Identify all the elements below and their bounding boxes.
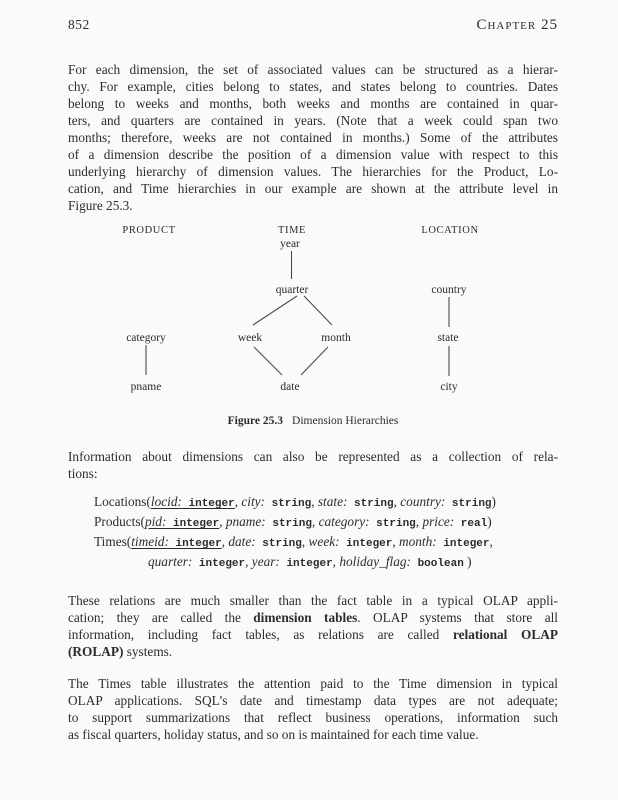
text-line: months; therefore, weeks are not contained in months.) Some of the attributes	[68, 130, 558, 145]
text-line: (ROLAP) systems.	[68, 644, 173, 659]
text-line: chy. For example, cities belong to states, and states belong to countries. Dates	[68, 79, 558, 94]
page-header	[68, 0, 558, 34]
diagram-node-category: category	[126, 332, 166, 344]
text-line: cation; they are called the dimension tables. OLAP systems that store all	[68, 610, 558, 625]
diagram-node-state: state	[437, 332, 459, 344]
relation-products: Products(pid: integer, pname: string, category: string, price: real)	[94, 514, 492, 530]
text-line: OLAP applications. SQL’s date and timestamp data types are not adequate;	[68, 693, 558, 708]
figure-caption	[68, 413, 558, 430]
text-line: belong to weeks and months, both weeks and months are contained in quar-	[68, 96, 558, 111]
text-line: ters, and quarters are contained in years. (Note that a week could span two	[68, 113, 558, 128]
relation-locations: Locations(locid: integer, city: string, state: string, country: string)	[94, 494, 496, 510]
text-line: to support summarizations that reflect business operations, information such	[68, 710, 558, 725]
figure-caption-label: Figure 25.3	[227, 415, 284, 427]
text-line: cation, and Time hierarchies in our example are shown at the attribute level in	[68, 181, 558, 196]
text-line: information, including fact tables, as relations are called relational OLAP	[68, 627, 558, 642]
paragraph-dimension-tables	[68, 592, 558, 660]
relation-times-continued: quarter: integer, year: integer, holiday_flag: boolean )	[148, 554, 472, 570]
diagram-node-week: week	[237, 332, 263, 344]
text-line: The Times table illustrates the attention paid to the Time dimension in typical	[68, 676, 558, 691]
diagram-node-year: year	[280, 238, 300, 250]
figure-caption-title: Dimension Hierarchies	[292, 415, 399, 427]
relation-times: Times(timeid: integer, date: string, week: integer, month: integer,	[94, 534, 493, 550]
paragraph-times-table	[68, 675, 558, 743]
text-line: Figure 25.3.	[68, 198, 133, 213]
text-line: Information about dimensions can also be represented as a collection of rela-	[68, 449, 558, 464]
diagram-header-location: LOCATION	[421, 225, 479, 236]
text-line: tions:	[68, 466, 98, 481]
dimension-hierarchies-diagram	[68, 219, 558, 399]
diagram-node-pname: pname	[130, 381, 162, 393]
diagram-node-date: date	[280, 381, 300, 393]
page-number: 852	[68, 17, 90, 32]
diagram-node-city: city	[440, 381, 458, 393]
diagram-header-product: PRODUCT	[122, 225, 176, 236]
text-line: as fiscal quarters, holiday status, and so on is maintained for each time value.	[68, 727, 479, 742]
hierarchy-connector-lines	[68, 219, 558, 399]
text-line: underlying hierarchy of dimension values. The hierarchies for the Product, Lo-	[68, 164, 558, 179]
text-line: For each dimension, the set of associated values can be structured as a hierar-	[68, 62, 558, 77]
paragraph-hierarchy-intro	[68, 61, 558, 214]
diagram-header-time: TIME	[277, 225, 307, 236]
text-line: of a dimension describe the position of a dimension value with respect to this	[68, 147, 558, 162]
text-line: These relations are much smaller than the fact table in a typical OLAP appli-	[68, 593, 558, 608]
dimension-relation-schemas	[68, 493, 558, 573]
chapter-heading: Chapter 25	[476, 17, 558, 33]
diagram-node-country: country	[431, 284, 467, 296]
diagram-node-month: month	[321, 332, 351, 344]
paragraph-relations-intro	[68, 448, 558, 482]
diagram-node-quarter: quarter	[275, 284, 309, 296]
